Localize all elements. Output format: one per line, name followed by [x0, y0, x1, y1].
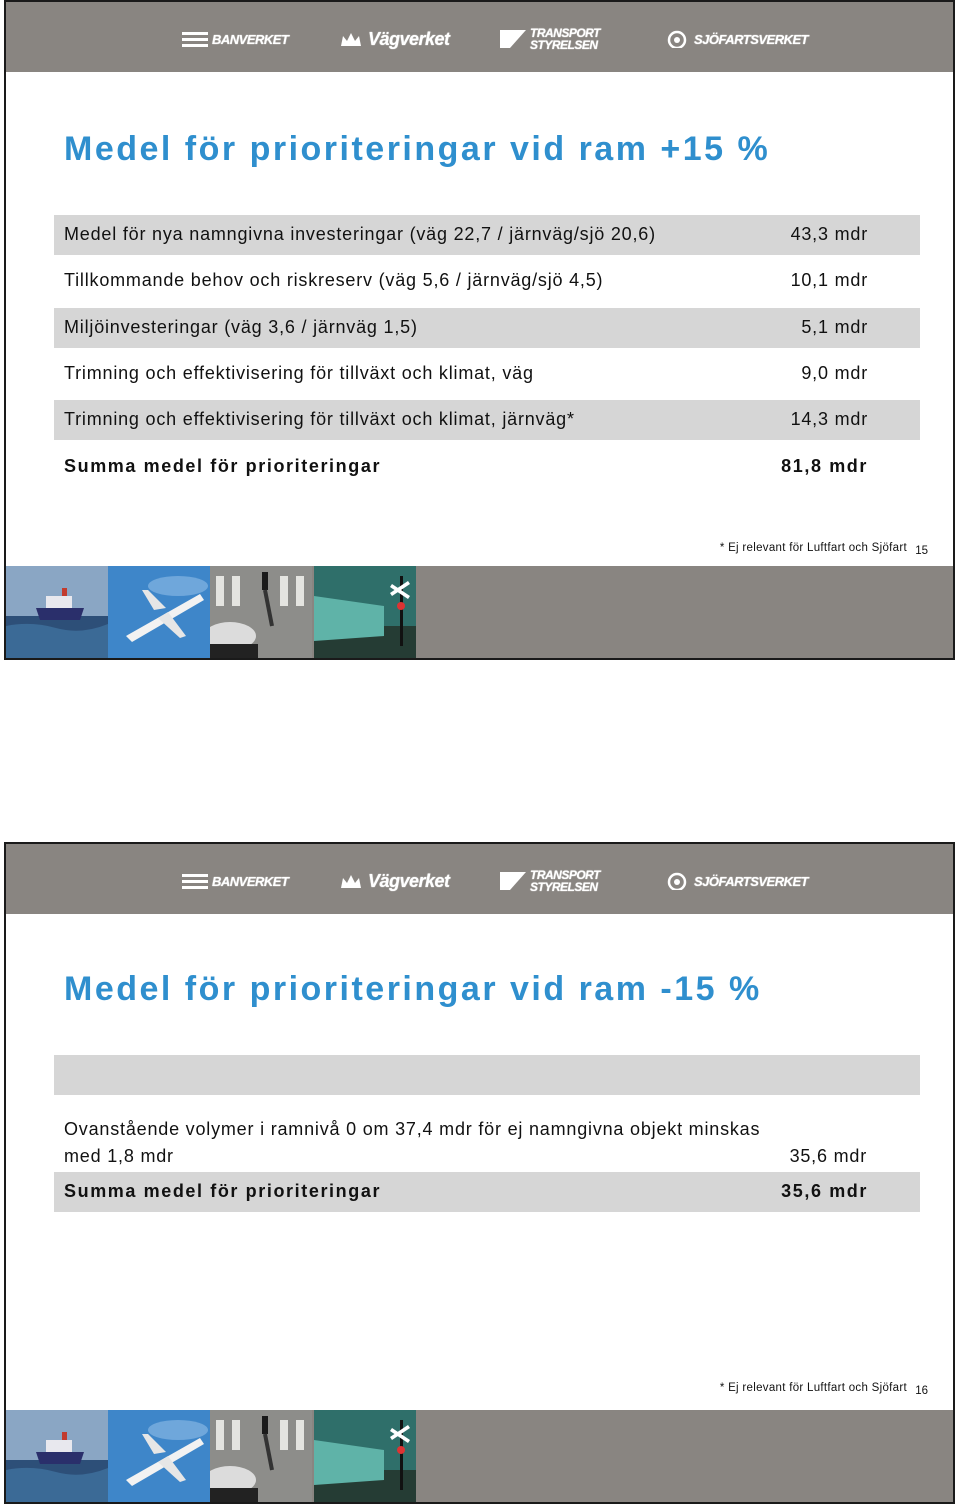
train-photo [314, 1410, 416, 1502]
logo-header [6, 2, 953, 72]
footnote: * Ej relevant för Luftfart och Sjöfart [719, 1382, 907, 1394]
train-photo [314, 566, 416, 658]
page-number: 16 [915, 1385, 928, 1397]
sjofartsverket-crest-icon [664, 30, 690, 48]
slide-title: Medel för prioriteringar vid ram +15 % [64, 130, 771, 168]
ship-photo [6, 566, 108, 658]
photo-strip [6, 1410, 953, 1502]
banverket-logo: BANVERKET [182, 866, 288, 896]
transportstyrelsen-logo: TRANSPORT STYRELSEN [500, 866, 600, 896]
vagverket-crown-icon [338, 30, 364, 48]
vagverket-crown-icon [338, 872, 364, 890]
table-row: Tillkommande behov och riskreserv (väg 5,6 / järnväg/sjö 4,5) 10,1 mdr [64, 270, 868, 290]
logo-header [6, 844, 953, 914]
total-row: Summa medel för prioriteringar 35,6 mdr [54, 1172, 920, 1212]
table-row: Trimning och effektivisering för tillväxt och klimat, järnväg* 14,3 mdr [54, 400, 920, 440]
airplane-photo [108, 1410, 210, 1502]
ship-photo [6, 1410, 108, 1502]
paragraph-value: 35,6 mdr [789, 1146, 867, 1166]
total-row: Summa medel för prioriteringar 81,8 mdr [64, 456, 868, 476]
transportstyrelsen-icon [500, 872, 526, 890]
slide-15 [4, 0, 955, 660]
paragraph-line-2: med 1,8 mdr [64, 1146, 174, 1166]
sjofartsverket-crest-icon [664, 872, 690, 890]
slide-16 [4, 842, 955, 1504]
transportstyrelsen-icon [500, 30, 526, 48]
table-row: Miljöinvesteringar (väg 3,6 / järnväg 1,5) 5,1 mdr [54, 308, 920, 348]
vagverket-logo: Vägverket [338, 866, 450, 896]
sjofartsverket-logo: SJÖFARTSVERKET [664, 866, 808, 896]
table-row: Trimning och effektivisering för tillväxt och klimat, väg 9,0 mdr [64, 363, 868, 383]
empty-row [54, 1055, 920, 1095]
banverket-icon [182, 872, 208, 890]
road-photo [210, 566, 312, 658]
slide-title: Medel för prioriteringar vid ram -15 % [64, 970, 762, 1008]
vagverket-logo: Vägverket [338, 24, 450, 54]
transportstyrelsen-logo: TRANSPORT STYRELSEN [500, 24, 600, 54]
paragraph-line-1: Ovanstående volymer i ramnivå 0 om 37,4 mdr för ej namngivna objekt minskas [64, 1119, 761, 1139]
footnote: * Ej relevant för Luftfart och Sjöfart [719, 542, 907, 554]
banverket-icon [182, 30, 208, 48]
airplane-photo [108, 566, 210, 658]
road-photo [210, 1410, 312, 1502]
table-row: Medel för nya namngivna investeringar (väg 22,7 / järnväg/sjö 20,6) 43,3 mdr [54, 215, 920, 255]
photo-strip [6, 566, 953, 658]
banverket-logo: BANVERKET [182, 24, 288, 54]
sjofartsverket-logo: SJÖFARTSVERKET [664, 24, 808, 54]
page-number: 15 [915, 545, 928, 557]
